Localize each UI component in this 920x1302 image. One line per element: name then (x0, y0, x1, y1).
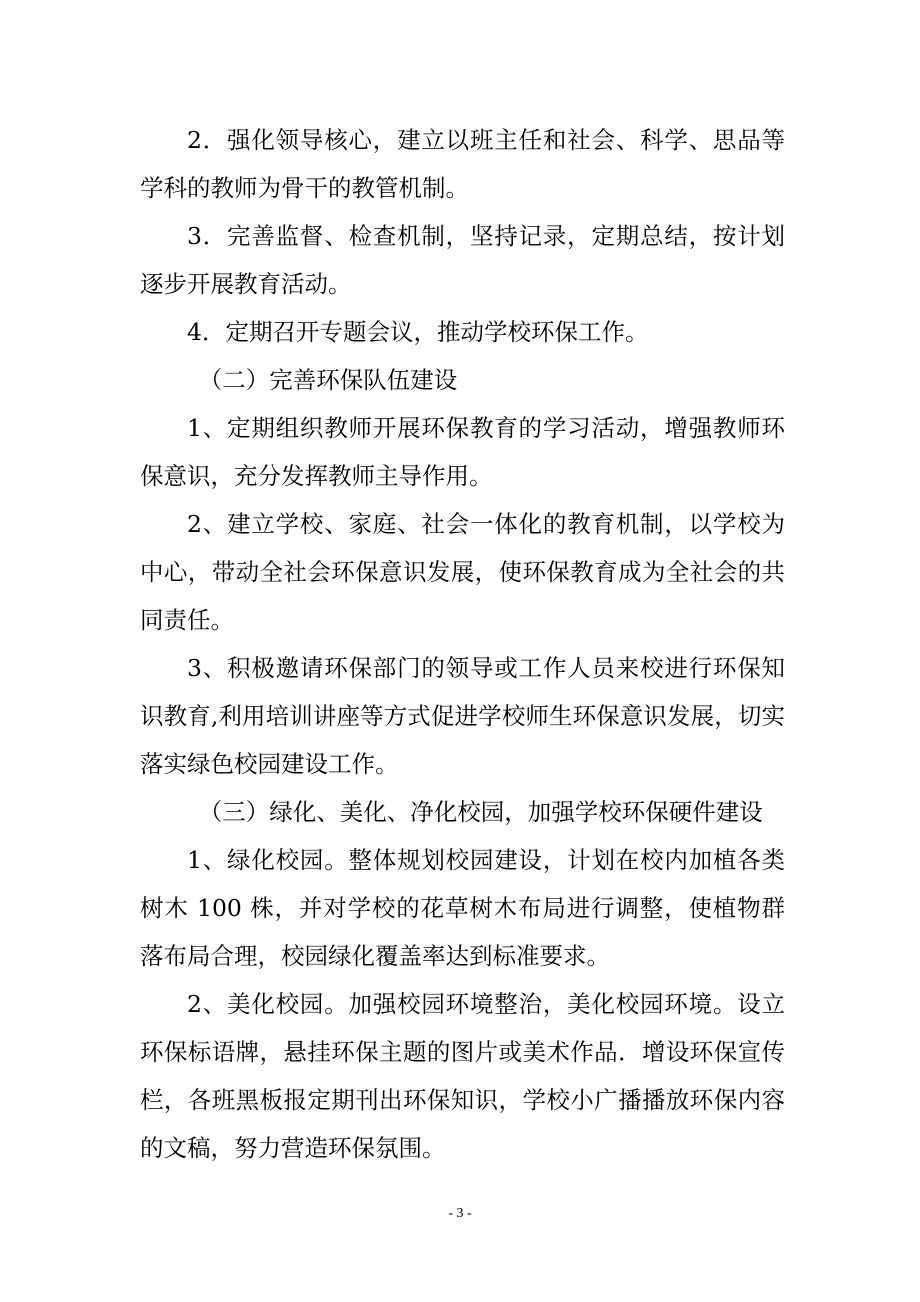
section-heading-2: （二）完善环保队伍建设 (198, 366, 458, 394)
section-heading-3: （三）绿化、美化、净化校园，加强学校环保硬件建设 (198, 798, 763, 826)
paragraph-8: 2、美化校园。加强校园环境整治，美化校园环境。设立环保标语牌，悬挂环保主题的图片或美术作品．增设环保宣传栏，各班黑板报定期刊出环保知识，学校小广播播放环保内容的文稿，努力营造环保氛围。 (140, 990, 785, 1162)
paragraph-3: 4．定期召开专题会议，推动学校环保工作。 (187, 318, 649, 346)
document-body (140, 116, 785, 1172)
paragraph-5: 2、建立学校、家庭、社会一体化的教育机制，以学校为中心，带动全社会环保意识发展，使环保教育成为全社会的共同责任。 (140, 510, 785, 634)
paragraph-7: 1、绿化校园。整体规划校园建设，计划在校内加植各类树木 100 株，并对学校的花草树木布局进行调整，使植物群落布局合理，校园绿化覆盖率达到标准要求。 (140, 846, 785, 970)
paragraph-4: 1、定期组织教师开展环保教育的学习活动，增强教师环保意识，充分发挥教师主导作用。 (140, 414, 785, 490)
paragraph-2: 3．完善监督、检查机制，坚持记录，定期总结，按计划逐步开展教育活动。 (140, 222, 785, 298)
paragraph-6: 3、积极邀请环保部门的领导或工作人员来校进行环保知识教育,利用培训讲座等方式促进学校师生环保意识发展，切实落实绿色校园建设工作。 (140, 654, 785, 778)
paragraph-1: 2．强化领导核心，建立以班主任和社会、科学、思品等学科的教师为骨干的教管机制。 (140, 126, 785, 202)
page-number: - 3 - (448, 1206, 472, 1221)
